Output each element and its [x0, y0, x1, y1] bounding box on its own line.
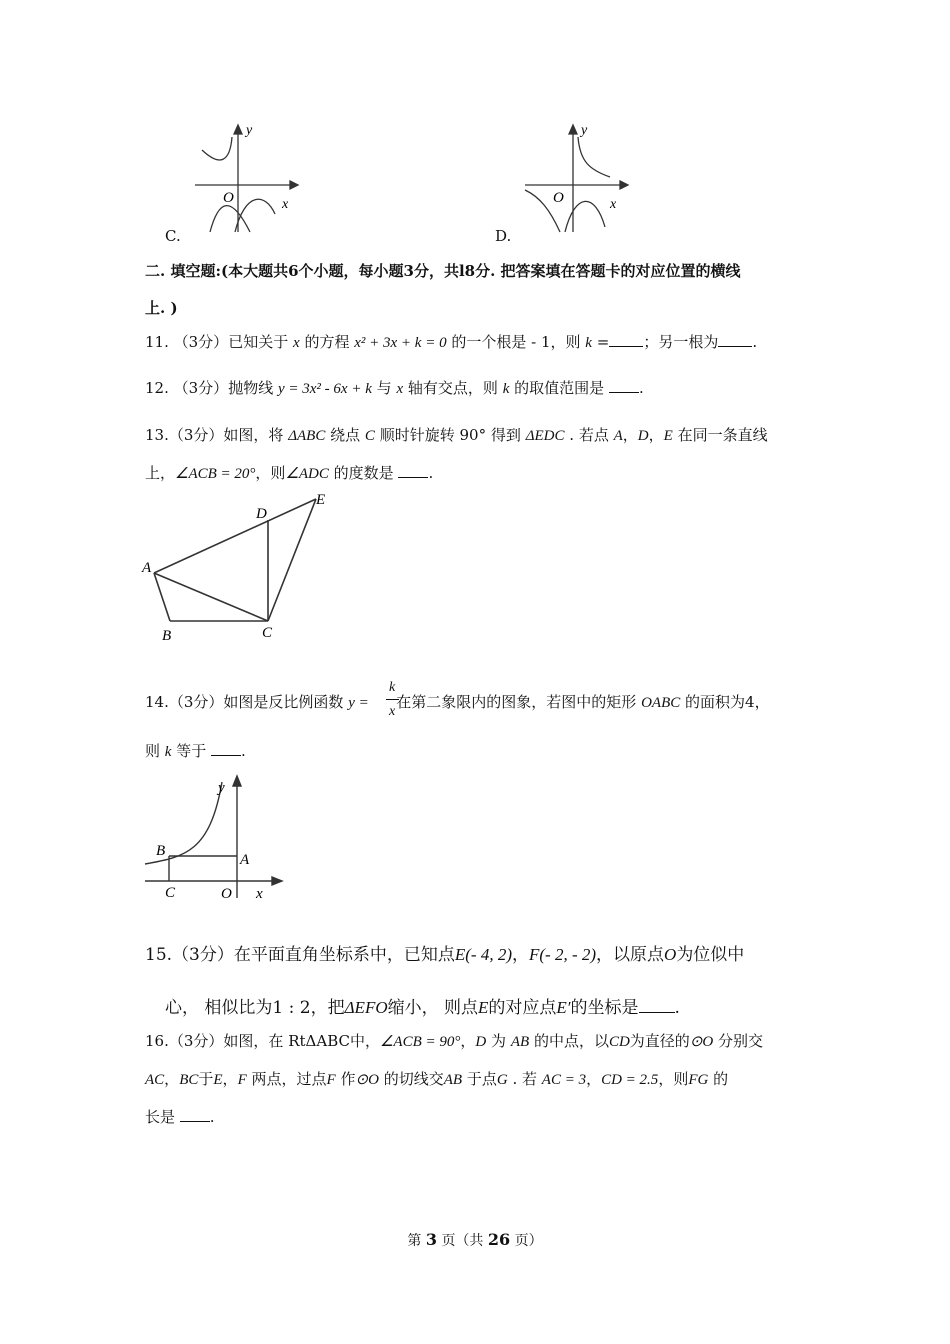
fig13-seg-ac — [154, 573, 268, 621]
footer-suffix: 页） — [514, 1233, 543, 1249]
q13-end: . — [428, 464, 434, 482]
q16-text-1g: 分别交 — [718, 1032, 764, 1050]
q16-text-1b: 中， — [349, 1032, 380, 1050]
q15-text-1: 在平面直角坐标系中，已知点 — [233, 945, 455, 965]
q16-score: （3分） — [168, 1032, 224, 1050]
q12-score: （3分） — [173, 379, 229, 397]
q16-answer-blank[interactable] — [180, 1107, 210, 1122]
d-hyperbola-branch — [578, 137, 610, 177]
q15-ratio: 1 : 2 — [272, 998, 311, 1018]
q14-func-denominator: x — [389, 704, 396, 719]
q15-text-2d: 的对应点 — [488, 998, 557, 1018]
q16-circle-o-2: ⊙O — [355, 1072, 379, 1088]
option-d-graph — [520, 122, 640, 237]
q13-point-d: D — [637, 428, 649, 444]
q15-sep: ， — [512, 945, 529, 965]
q15-triangle-efo: ΔEFO — [344, 998, 388, 1017]
fig14-label-c: C — [165, 885, 176, 901]
q14-func-numerator: k — [389, 680, 396, 695]
q12-var-k: k — [502, 381, 510, 397]
q13-text-1d: 得到 — [490, 426, 521, 444]
q13-text-1c: 顺时针旋转 — [379, 426, 455, 444]
q16-end: . — [209, 1108, 215, 1126]
q13-angle: 90° — [459, 426, 487, 444]
q15-text-2: ，以原点 — [596, 945, 665, 965]
q15-text-3: 为位似中 — [676, 945, 745, 965]
question-15-line1 — [145, 944, 744, 966]
question-16-line3 — [145, 1107, 215, 1127]
q15-text-2e: 的坐标是 — [570, 998, 639, 1018]
fig14-label-o: O — [221, 886, 232, 902]
q16-text-1e: 的中点，以 — [533, 1032, 609, 1050]
q14-func-lhs: y = — [348, 695, 369, 711]
q16-text-1a: 如图，在 — [223, 1032, 284, 1050]
q16-text-1d: 为 — [491, 1032, 507, 1050]
option-c-label[interactable]: C. — [165, 227, 181, 245]
fig14-label-y: y — [218, 780, 225, 796]
q13-score: （3分） — [168, 426, 224, 444]
q16-point-f: F — [237, 1072, 247, 1088]
d-origin-label: O — [553, 190, 564, 206]
question-14-line2 — [145, 741, 246, 762]
q13-text-1b: 绕点 — [330, 426, 361, 444]
q11-end: . — [752, 333, 758, 351]
q16-text-3a: 长是 — [145, 1108, 176, 1126]
d-x-arrow — [620, 181, 628, 189]
question-16-line1 — [145, 1031, 763, 1052]
option-d-label[interactable]: D. — [495, 227, 512, 245]
fig13-label-b: B — [162, 628, 172, 644]
c-hyperbola-branch — [202, 137, 232, 160]
q12-text-3: 轴有交点，则 — [407, 379, 498, 397]
q16-text-2k: 的 — [713, 1070, 729, 1088]
q15-end: . — [674, 998, 680, 1018]
q16-text-2h: . 若 — [512, 1070, 537, 1088]
c-x-label: x — [282, 197, 289, 212]
q15-answer-blank[interactable] — [639, 996, 675, 1013]
q16-circle-o: ⊙O — [689, 1034, 714, 1050]
c-x-arrow — [290, 181, 298, 189]
q16-text-2e: 作 — [340, 1070, 356, 1088]
q12-equation: y = 3x² - 6x + k — [277, 381, 372, 397]
fig13-label-d: D — [256, 506, 267, 522]
q14-figure — [140, 772, 290, 902]
q13-text-1f: 在同一条直线 — [677, 426, 768, 444]
q13-number: 13. — [145, 426, 169, 444]
question-16-line2 — [145, 1069, 728, 1090]
q12-text-2: 与 — [376, 379, 392, 397]
q13-text-2b: ，则 — [255, 464, 286, 482]
q15-point-e-again: E — [478, 998, 489, 1017]
q16-text-1c: ， — [460, 1032, 476, 1050]
fig14-label-b: B — [156, 843, 166, 859]
q11-var-x: x — [292, 335, 300, 351]
q14-text-2b: 等于 — [176, 742, 207, 760]
q11-equation: x² + 3x + k = 0 — [354, 335, 447, 351]
q13-text-2c: 的度数是 — [333, 464, 394, 482]
q15-text-2b: ，把 — [310, 998, 345, 1018]
q16-point-g: G — [496, 1072, 508, 1088]
q14-rect-oabc: OABC — [641, 695, 681, 711]
q14-fraction-bar — [386, 699, 399, 700]
q14-text-2: 在第二象限内的图象，若图中的矩形 — [396, 693, 637, 711]
q14-score: （3分） — [168, 693, 224, 711]
q11-text-3: 的一个根是 - 1，则 — [451, 333, 581, 351]
q16-cd-value: CD = 2.5 — [601, 1072, 659, 1088]
q13-figure — [140, 488, 340, 648]
q15-text-2a: 心， 相似比为 — [165, 998, 273, 1018]
c-parabola-right — [235, 199, 275, 232]
q13-answer-blank[interactable] — [398, 463, 428, 478]
q15-point-e: E(- 4, 2) — [454, 945, 512, 964]
q16-seg-ab-2: AB — [443, 1072, 463, 1088]
q15-score: （3分） — [172, 945, 234, 965]
q14-answer-blank[interactable] — [211, 741, 241, 756]
q13-triangle-edc: ΔEDC — [525, 428, 565, 444]
question-14-line1 — [145, 692, 770, 713]
q12-text-4: 的取值范围是 — [514, 379, 605, 397]
q16-seg-ac: AC — [145, 1072, 165, 1088]
q15-point-e-prime: E′ — [556, 998, 571, 1017]
q12-var-x: x — [396, 381, 404, 397]
q16-angle-acb: ∠ACB = 90° — [379, 1034, 461, 1050]
section2-header-line1: 二. 填空题:(本大题共6个小题，每小题3分，共l8分. 把答案填在答题卡的对应位置的横线 — [145, 262, 741, 280]
q16-text-2f: 的切线交 — [383, 1070, 444, 1088]
q16-text-2a: ， — [164, 1070, 180, 1088]
fig13-label-a: A — [142, 560, 152, 576]
q16-text-1f: 为直径的 — [629, 1032, 690, 1050]
option-c-graph — [190, 122, 310, 237]
q13-point-a: A — [613, 428, 623, 444]
question-13-line2 — [145, 463, 433, 484]
q11-text-5: ；另一根为 — [643, 333, 719, 351]
q12-end: . — [638, 379, 644, 397]
fig14-y-arrow — [233, 776, 241, 786]
q15-number: 15. — [145, 945, 173, 965]
footer-prefix: 第 — [407, 1233, 422, 1249]
q16-number: 16. — [145, 1032, 169, 1050]
fig13-label-e: E — [316, 492, 326, 508]
q16-seg-bc: BC — [179, 1072, 199, 1088]
q11-text-1: 已知关于 — [228, 333, 289, 351]
q13-point-e: E — [663, 428, 673, 444]
q16-point-d: D — [475, 1034, 487, 1050]
q16-seg-fg: FG — [688, 1072, 709, 1088]
fig13-label-c: C — [262, 625, 273, 641]
c-y-label: y — [246, 123, 253, 138]
q16-text-2c: ， — [222, 1070, 238, 1088]
d-y-label: y — [581, 123, 588, 138]
q13-text-2a: 上， — [145, 464, 176, 482]
q14-var-k: k — [164, 744, 172, 760]
q11-answer-blank-1[interactable] — [609, 332, 643, 347]
q13-triangle-abc: ΔABC — [288, 428, 326, 444]
q14-text-1: 如图是反比例函数 — [223, 693, 344, 711]
footer-total-pages: 26 — [487, 1230, 511, 1249]
q15-origin: O — [664, 945, 677, 964]
q15-point-f: F(- 2, - 2) — [529, 945, 597, 964]
question-11 — [145, 332, 757, 353]
q16-point-f-2: F — [326, 1072, 336, 1088]
q16-text-2b: 于 — [198, 1070, 214, 1088]
q16-text-2g: 于点 — [466, 1070, 497, 1088]
q11-number: 11. — [145, 333, 169, 351]
q13-point-c: C — [364, 428, 375, 444]
d-x-label: x — [610, 197, 617, 212]
q16-text-2i: ， — [586, 1070, 602, 1088]
q11-var-k: k — [585, 335, 592, 351]
q16-text-2d: 两点，过点 — [251, 1070, 327, 1088]
q15-text-2c: 缩小， 则点 — [387, 998, 479, 1018]
question-13-line1: 13.（3分）如图，将 ΔABC 绕点 C 顺时针旋转 90° 得到 ΔEDC . 若点 A，D，E 在同一条直线 — [145, 426, 768, 444]
q11-equals: = — [596, 333, 610, 351]
q16-rt-triangle: RtΔABC — [288, 1032, 350, 1050]
q14-end: . — [241, 742, 246, 760]
q11-answer-blank-2[interactable] — [718, 332, 752, 347]
fig13-seg-ab — [154, 573, 170, 621]
question-15-line2 — [165, 996, 680, 1019]
q14-number: 14. — [145, 693, 169, 711]
q16-seg-ab: AB — [510, 1034, 530, 1050]
q11-score: （3分） — [173, 333, 229, 351]
fig14-x-arrow — [272, 877, 282, 885]
fig14-label-x: x — [256, 886, 263, 902]
fig14-label-a: A — [240, 852, 250, 868]
q16-point-e: E — [213, 1072, 223, 1088]
q14-text-3: 的面积为4， — [685, 693, 770, 711]
q12-number: 12. — [145, 379, 169, 397]
q14-text-2a: 则 — [145, 742, 161, 760]
footer-page-number: 3 — [425, 1230, 437, 1249]
d-y-arrow — [569, 125, 577, 134]
q13-text-1a: 如图，将 — [223, 426, 284, 444]
q16-seg-cd: CD — [608, 1034, 630, 1050]
q12-text-1: 抛物线 — [228, 379, 274, 397]
q11-text-2: 的方程 — [304, 333, 350, 351]
footer-middle: 页（共 — [441, 1233, 484, 1249]
page-footer — [0, 1230, 950, 1250]
q13-angle-acb: ∠ACB = 20° — [175, 466, 256, 482]
q13-angle-adc: ∠ADC — [285, 466, 329, 482]
q12-answer-blank[interactable] — [609, 378, 639, 393]
q13-text-1e: . 若点 — [569, 426, 609, 444]
c-origin-label: O — [223, 190, 234, 206]
c-y-arrow — [234, 125, 242, 134]
d-parabola-right — [565, 201, 605, 232]
question-12 — [145, 378, 644, 399]
q16-text-2j: ，则 — [658, 1070, 689, 1088]
section2-header-line2: 上. ) — [145, 299, 178, 317]
q16-ac-value: AC = 3 — [541, 1072, 587, 1088]
